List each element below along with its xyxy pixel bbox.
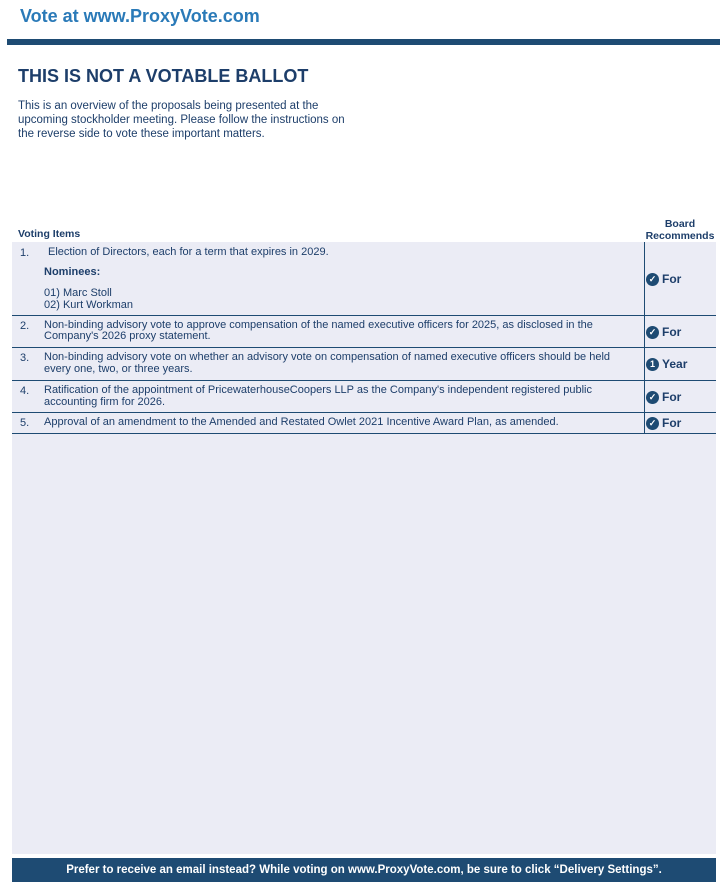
header-divider — [7, 39, 720, 45]
board-header-line: Recommends — [645, 230, 715, 242]
item-number: 3. — [20, 352, 30, 364]
column-divider — [644, 381, 645, 412]
item-text-line: every one, two, or three years. — [44, 363, 193, 375]
item-text-line: Non-binding advisory vote to approve compensation of the named executive officers for 2025, as disclosed in the — [44, 319, 593, 331]
item-number: 4. — [20, 385, 30, 397]
item-number: 5. — [20, 417, 30, 429]
recommendation-label: For — [662, 390, 682, 404]
item-text-line: Non-binding advisory vote on whether an advisory vote on compensation of named executive officers should be held — [44, 351, 611, 363]
column-divider — [644, 316, 645, 347]
item-text-line: Ratification of the appointment of PricewaterhouseCoopers LLP as the Company's independent registered public — [44, 384, 592, 396]
nominee-item: 01) Marc Stoll — [44, 287, 112, 299]
intro-line: the reverse side to vote these important matters. — [18, 128, 265, 140]
column-divider — [644, 242, 645, 315]
board-recommends-header — [640, 218, 720, 242]
voting-item-1 — [12, 242, 716, 316]
voting-items-header: Voting Items — [18, 228, 81, 240]
voting-item-5 — [12, 413, 716, 434]
check-circle-icon: ✓ — [646, 417, 659, 430]
recommendation-5 — [646, 416, 681, 430]
intro-line: upcoming stockholder meeting. Please follow the instructions on — [18, 114, 345, 126]
footer-banner — [12, 858, 716, 882]
intro-text — [18, 99, 363, 141]
check-circle-icon: ✓ — [646, 326, 659, 339]
item-number: 1. — [20, 247, 30, 259]
intro-line: This is an overview of the proposals being presented at the — [18, 100, 319, 112]
recommendation-label: For — [662, 325, 682, 339]
footer-text: Prefer to receive an email instead? While voting on www.ProxyVote.com, be sure to click “Delivery Settings”. — [66, 864, 662, 876]
item-number: 2. — [20, 320, 30, 332]
header-title: Vote at www.ProxyVote.com — [20, 6, 260, 26]
check-circle-icon: ✓ — [646, 273, 659, 286]
recommendation-label: For — [662, 272, 682, 286]
recommendation-4 — [646, 390, 681, 404]
column-divider — [644, 413, 645, 433]
ballot-title: THIS IS NOT A VOTABLE BALLOT — [18, 66, 309, 86]
item-text-line: accounting firm for 2026. — [44, 396, 166, 408]
nominees-label-text: Nominees: — [44, 266, 101, 278]
recommendation-1 — [646, 272, 681, 286]
recommendation-3 — [646, 357, 687, 371]
number-one-circle-icon: 1 — [646, 358, 659, 371]
nominee-item: 02) Kurt Workman — [44, 299, 134, 311]
item-text: Election of Directors, each for a term that expires in 2029. — [48, 246, 329, 258]
column-divider — [644, 348, 645, 380]
item-text-line: Company's 2026 proxy statement. — [44, 330, 211, 342]
board-header-line: Board — [664, 218, 696, 230]
check-circle-icon: ✓ — [646, 391, 659, 404]
item-text: Approval of an amendment to the Amended and Restated Owlet 2021 Incentive Award Plan, as amended. — [44, 416, 559, 428]
recommendation-2 — [646, 325, 681, 339]
recommendation-label: For — [662, 416, 682, 430]
voting-item-2 — [12, 316, 716, 348]
voting-item-3 — [12, 348, 716, 381]
voting-item-4 — [12, 381, 716, 413]
nominees-label — [44, 267, 638, 278]
recommendation-label: Year — [662, 357, 688, 371]
